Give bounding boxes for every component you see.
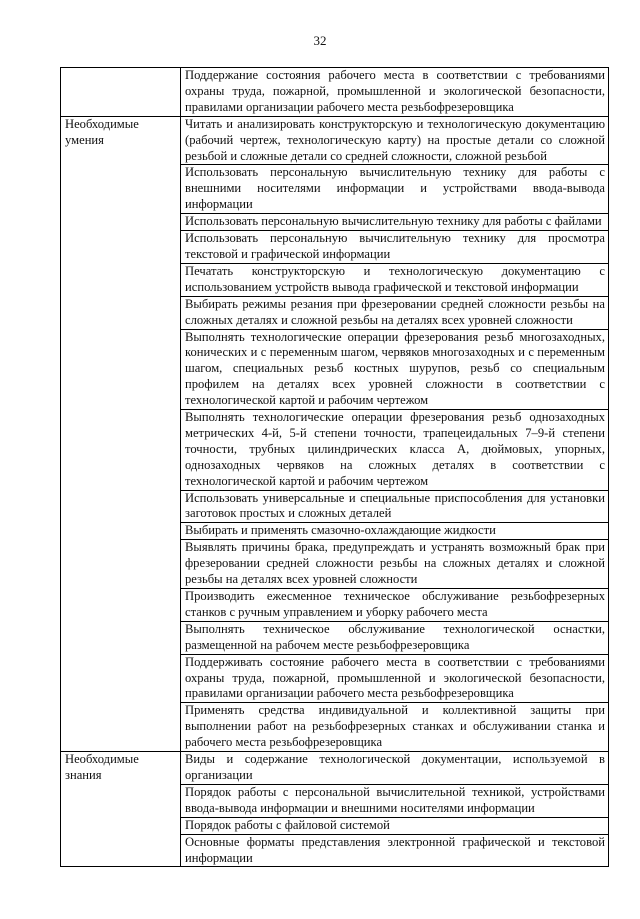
requirement-text: Порядок работы с персональной вычислительной техникой, устройствами ввода-вывода информации и внешними носителями информации [181, 784, 609, 817]
requirement-text: Использовать персональную вычислительную технику для работы с файлами [181, 214, 609, 231]
requirement-text: Использовать персональную вычислительную технику для просмотра текстовой и графической информации [181, 231, 609, 264]
table-row [61, 752, 609, 785]
requirement-text: Производить ежесменное техническое обслуживание резьбофрезерных станков с ручным управлением и уборку рабочего места [181, 589, 609, 622]
requirement-text: Применять средства индивидуальной и коллективной защиты при выполнении работ на резьбофрезерных станках и обслуживании станка и рабочего места резьбофрезеровщика [181, 703, 609, 752]
requirement-text: Выбирать режимы резания при фрезеровании средней сложности резьбы на сложных деталях и сложной резьбы на деталях всех уровней сложности [181, 296, 609, 329]
requirement-text: Читать и анализировать конструкторскую и технологическую документацию (рабочий чертеж, технологическую карту) на простые детали со сложной резьбой и сложные детали со средней сложности, сложной резьбой [181, 116, 609, 165]
requirement-text: Использовать универсальные и специальные приспособления для установки заготовок простых и сложных деталей [181, 490, 609, 523]
requirement-text: Выполнять технологические операции фрезерования резьб многозаходных, конических и с переменным шагом, червяков многозаходных и с переменным шагом, специальных резьб костных шурупов, резьб со специальным профилем на деталях всех уровней сложности в соответствии с технологической картой и рабочим чертежом [181, 329, 609, 410]
requirements-table [60, 67, 609, 867]
requirements-table-body [61, 68, 609, 867]
requirement-text: Выбирать и применять смазочно-охлаждающие жидкости [181, 523, 609, 540]
requirement-text: Выявлять причины брака, предупреждать и устранять возможный брак при фрезеровании средней сложности резьбы на сложных деталях и сложной резьбы на деталях всех уровней сложности [181, 540, 609, 589]
table-row [61, 68, 609, 117]
requirement-text: Порядок работы с файловой системой [181, 817, 609, 834]
requirement-text: Основные форматы представления электронной графической и текстовой информации [181, 834, 609, 867]
requirement-text: Поддерживать состояние рабочего места в соответствии с требованиями охраны труда, пожарной, промышленной и экологической безопасности, правилами организации рабочего места резьбофрезеровщика [181, 654, 609, 703]
requirement-text: Выполнять техническое обслуживание технологической оснастки, размещенной на рабочем месте резьбофрезеровщика [181, 621, 609, 654]
section-label [61, 68, 181, 117]
section-label: Необходимые умения [61, 116, 181, 751]
requirement-text: Виды и содержание технологической документации, используемой в организации [181, 752, 609, 785]
requirement-text: Выполнять технологические операции фрезерования резьб однозаходных метрических 4-й, 5-й степени точности, трапецеидальных 7–9-й степени точности, трубных цилиндрических класса А, дюймовых, упорных, однозаходных червяков на сложных деталях в соответствии с технологической картой и рабочим чертежом [181, 410, 609, 491]
table-row [61, 116, 609, 165]
requirement-text: Печатать конструкторскую и технологическую документацию с использованием устройств вывода графической и текстовой информации [181, 263, 609, 296]
section-label: Необходимые знания [61, 752, 181, 867]
requirement-text: Использовать персональную вычислительную технику для работы с внешними носителями информации и устройствами ввода-вывода информации [181, 165, 609, 214]
page-number: 32 [313, 33, 327, 48]
requirement-text: Поддержание состояния рабочего места в соответствии с требованиями охраны труда, пожарной, промышленной и экологической безопасности, правилами организации рабочего места резьбофрезеровщика [181, 68, 609, 117]
